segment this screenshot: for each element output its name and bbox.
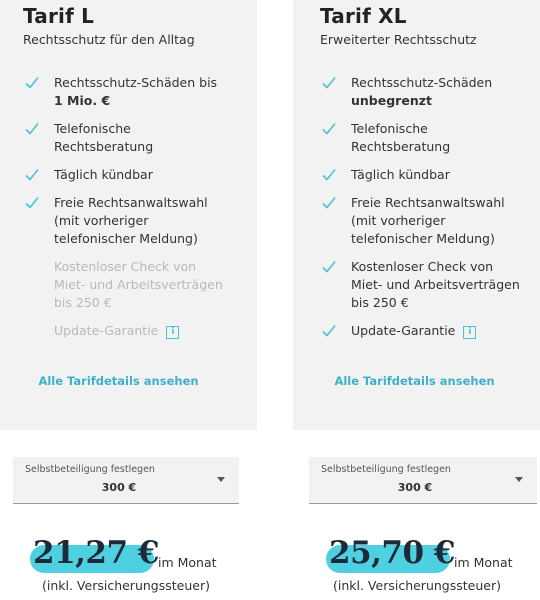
price-period: im Monat <box>454 555 513 570</box>
tax-note: (inkl. Versicherungssteuer) <box>42 578 210 593</box>
deductible-label: Selbstbeteiligung festlegen <box>321 464 451 475</box>
feature-item <box>320 120 540 156</box>
feature-text: Rechtsschutz-Schäden <box>351 75 493 90</box>
feature-text: (mit vorheriger <box>54 213 149 228</box>
check-icon <box>322 122 336 136</box>
tariff-card-header <box>293 0 540 430</box>
feature-item <box>320 322 540 340</box>
tariff-card-header <box>0 0 257 430</box>
feature-text: Miet- und Arbeitsverträgen <box>54 277 223 292</box>
info-icon[interactable]: i <box>166 326 179 339</box>
check-icon <box>25 168 39 182</box>
feature-text: Freie Rechtsanwaltswahl <box>351 195 505 210</box>
caret-down-icon <box>217 477 225 482</box>
feature-text: Miet- und Arbeitsverträgen <box>351 277 520 292</box>
price-row <box>326 535 540 575</box>
feature-item-excluded <box>23 258 253 312</box>
tariff-title: Tarif XL <box>320 4 407 28</box>
feature-text: bis 250 € <box>54 295 112 310</box>
feature-text: Update-Garantie <box>351 323 456 338</box>
tariff-subtitle: Erweiterter Rechtsschutz <box>320 32 477 47</box>
tax-note: (inkl. Versicherungssteuer) <box>333 578 501 593</box>
tariff-subtitle: Rechtsschutz für den Alltag <box>23 32 195 47</box>
feature-text: telefonischer Meldung) <box>351 231 495 246</box>
feature-text: Täglich kündbar <box>54 167 153 182</box>
feature-text: Täglich kündbar <box>351 167 450 182</box>
feature-text: Kostenloser Check von <box>351 259 494 274</box>
feature-text: Rechtsberatung <box>351 139 451 154</box>
feature-list <box>320 74 540 340</box>
tariff-card-xl <box>293 0 540 600</box>
check-icon <box>25 122 39 136</box>
price-period: im Monat <box>158 555 217 570</box>
feature-text: bis 250 € <box>351 295 409 310</box>
deductible-select[interactable] <box>309 457 537 504</box>
feature-value: unbegrenzt <box>351 93 432 108</box>
feature-text: Freie Rechtsanwaltswahl <box>54 195 208 210</box>
check-icon <box>25 196 39 210</box>
feature-list <box>23 74 253 340</box>
deductible-value: 300 € <box>101 481 137 494</box>
check-icon <box>322 196 336 210</box>
price-value: 25,70 € <box>329 535 455 571</box>
deductible-label: Selbstbeteiligung festlegen <box>25 464 155 475</box>
info-icon[interactable]: i <box>463 326 476 339</box>
check-icon <box>322 260 336 274</box>
check-icon <box>322 76 336 90</box>
feature-item <box>23 194 253 248</box>
feature-text: Update-Garantie <box>54 323 159 338</box>
check-icon <box>25 76 39 90</box>
feature-text: Kostenloser Check von <box>54 259 197 274</box>
deductible-value: 300 € <box>397 481 433 494</box>
tariff-card-l <box>0 0 257 600</box>
feature-text: Telefonische <box>54 121 131 136</box>
tariff-details-link[interactable]: Alle Tarifdetails ansehen <box>38 374 199 388</box>
feature-text: Rechtsschutz-Schäden bis <box>54 75 218 90</box>
feature-item <box>23 120 253 156</box>
feature-item <box>320 166 540 184</box>
check-icon <box>322 324 336 338</box>
feature-text: Rechtsberatung <box>54 139 154 154</box>
feature-item <box>320 258 540 312</box>
feature-item <box>23 166 253 184</box>
tariff-title: Tarif L <box>23 4 95 28</box>
feature-value: 1 Mio. € <box>54 93 111 108</box>
feature-item <box>320 74 540 110</box>
feature-item <box>320 194 540 248</box>
feature-item <box>23 74 253 110</box>
feature-text: Telefonische <box>351 121 428 136</box>
deductible-select[interactable] <box>13 457 239 504</box>
feature-text: (mit vorheriger <box>351 213 446 228</box>
price-value: 21,27 € <box>33 535 159 571</box>
check-icon <box>322 168 336 182</box>
caret-down-icon <box>515 477 523 482</box>
feature-item-excluded <box>23 322 253 340</box>
feature-text: telefonischer Meldung) <box>54 231 198 246</box>
price-row <box>30 535 260 575</box>
tariff-details-link[interactable]: Alle Tarifdetails ansehen <box>334 374 495 388</box>
